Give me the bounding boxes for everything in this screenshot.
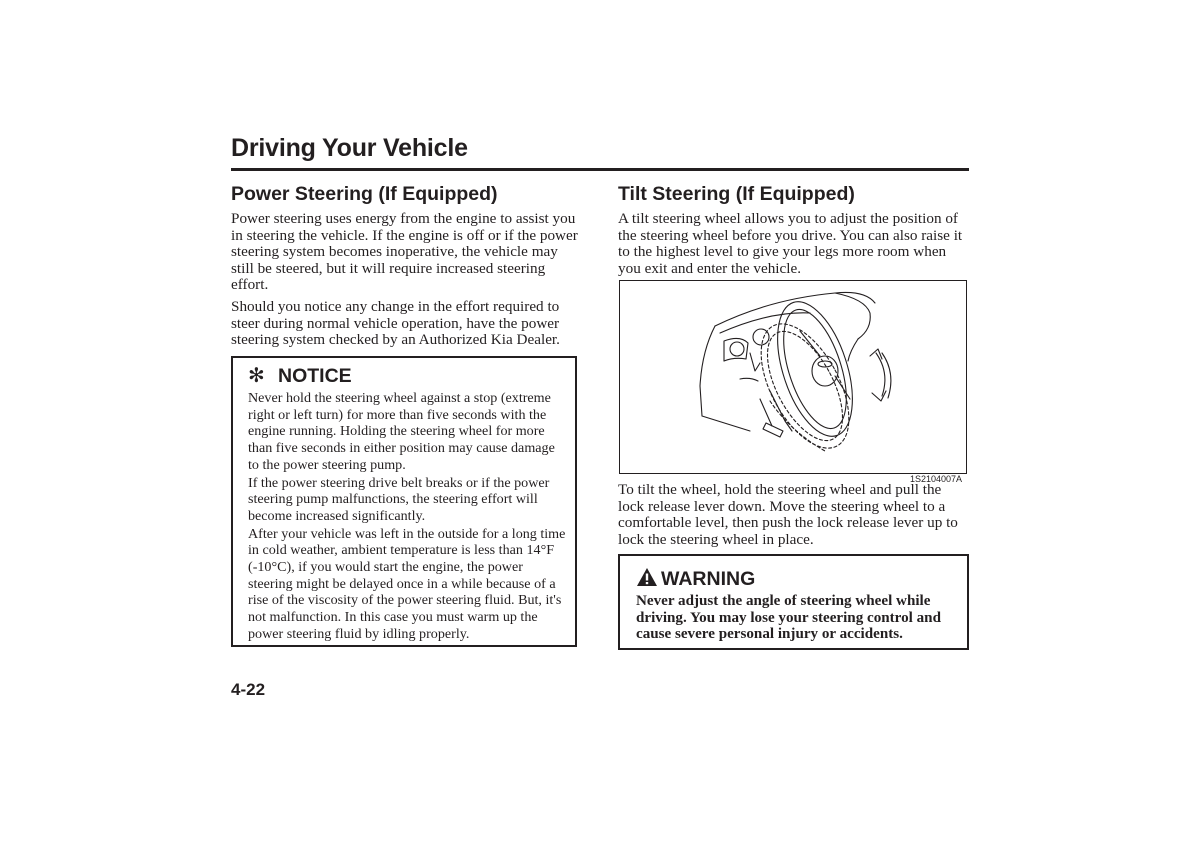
steering-wheel-drawing <box>620 281 965 472</box>
notice-label: NOTICE <box>278 364 352 387</box>
warning-label: WARNING <box>661 567 756 590</box>
power-steering-paragraph-2: Should you notice any change in the effort required to steer during normal vehicle operation, have the power steering system checked by an Authorized Kia Dealer. <box>231 297 560 349</box>
header-rule <box>231 168 969 171</box>
power-steering-paragraph-1: Power steering uses energy from the engine to assist you in steering the vehicle. If the engine is off or if the power steering system becomes inoperative, the vehicle may still be steered, but it will require increased steering effort. <box>231 210 578 294</box>
notice-box <box>231 356 577 647</box>
warning-text: Never adjust the angle of steering wheel while driving. You may lose your steering control and cause severe personal injury or accidents. <box>636 593 941 642</box>
warning-header <box>636 567 957 591</box>
notice-asterisk-icon: ✻ <box>248 365 265 387</box>
tilt-instructions-block <box>618 482 970 553</box>
tilt-steering-section <box>618 181 968 282</box>
lock-release-lever <box>763 423 783 437</box>
tilt-arrow-bottom <box>872 391 886 401</box>
notice-header <box>248 364 567 388</box>
tilt-instructions: To tilt the wheel, hold the steering wheel and pull the lock release lever down. Move the steering wheel to a comfortable level, then push the lock release lever up to lock the steering wheel in place. <box>618 481 958 548</box>
page-number: 4-22 <box>231 680 266 699</box>
figure-code: 1S2104007A <box>910 474 963 484</box>
notice-paragraph-2: If the power steering drive belt breaks or if the power steering pump malfunctions, the steering effort will become increased significantly. <box>248 474 550 524</box>
steering-wheel-rim <box>763 293 867 446</box>
warning-triangle-icon <box>636 567 658 592</box>
notice-paragraph-3: After your vehicle was left in the outside for a long time in cold weather, ambient temperature is less than 14°F (-10°C), if you would start the engine, the power steering might be delayed once in a while because of a rise of the viscosity of the power steering fluid. But, it's not malfunction. In this case you must warm up the power steering fluid by idling properly. <box>248 525 566 642</box>
tilt-steering-illustration <box>619 280 967 474</box>
tilt-steering-heading: Tilt Steering (If Equipped) <box>618 183 855 205</box>
warning-box <box>618 554 969 650</box>
notice-paragraph-1: Never hold the steering wheel against a stop (extreme right or left turn) for more than five seconds with the engine running. Holding the steering wheel for more than five seconds in either position may cause damage to the power steering pump. <box>248 390 555 473</box>
chapter-title: Driving Your Vehicle <box>231 134 468 162</box>
speedometer-gauge <box>730 342 744 356</box>
tilted-wheel-position <box>743 310 867 462</box>
tilt-steering-intro: A tilt steering wheel allows you to adjust the position of the steering wheel before you drive. You can also raise it to the highest level to give your legs more room when you exit and enter the vehicle. <box>618 210 963 277</box>
power-steering-heading: Power Steering (If Equipped) <box>231 183 498 205</box>
tilt-arrow-top <box>870 349 882 359</box>
power-steering-section <box>231 181 581 354</box>
